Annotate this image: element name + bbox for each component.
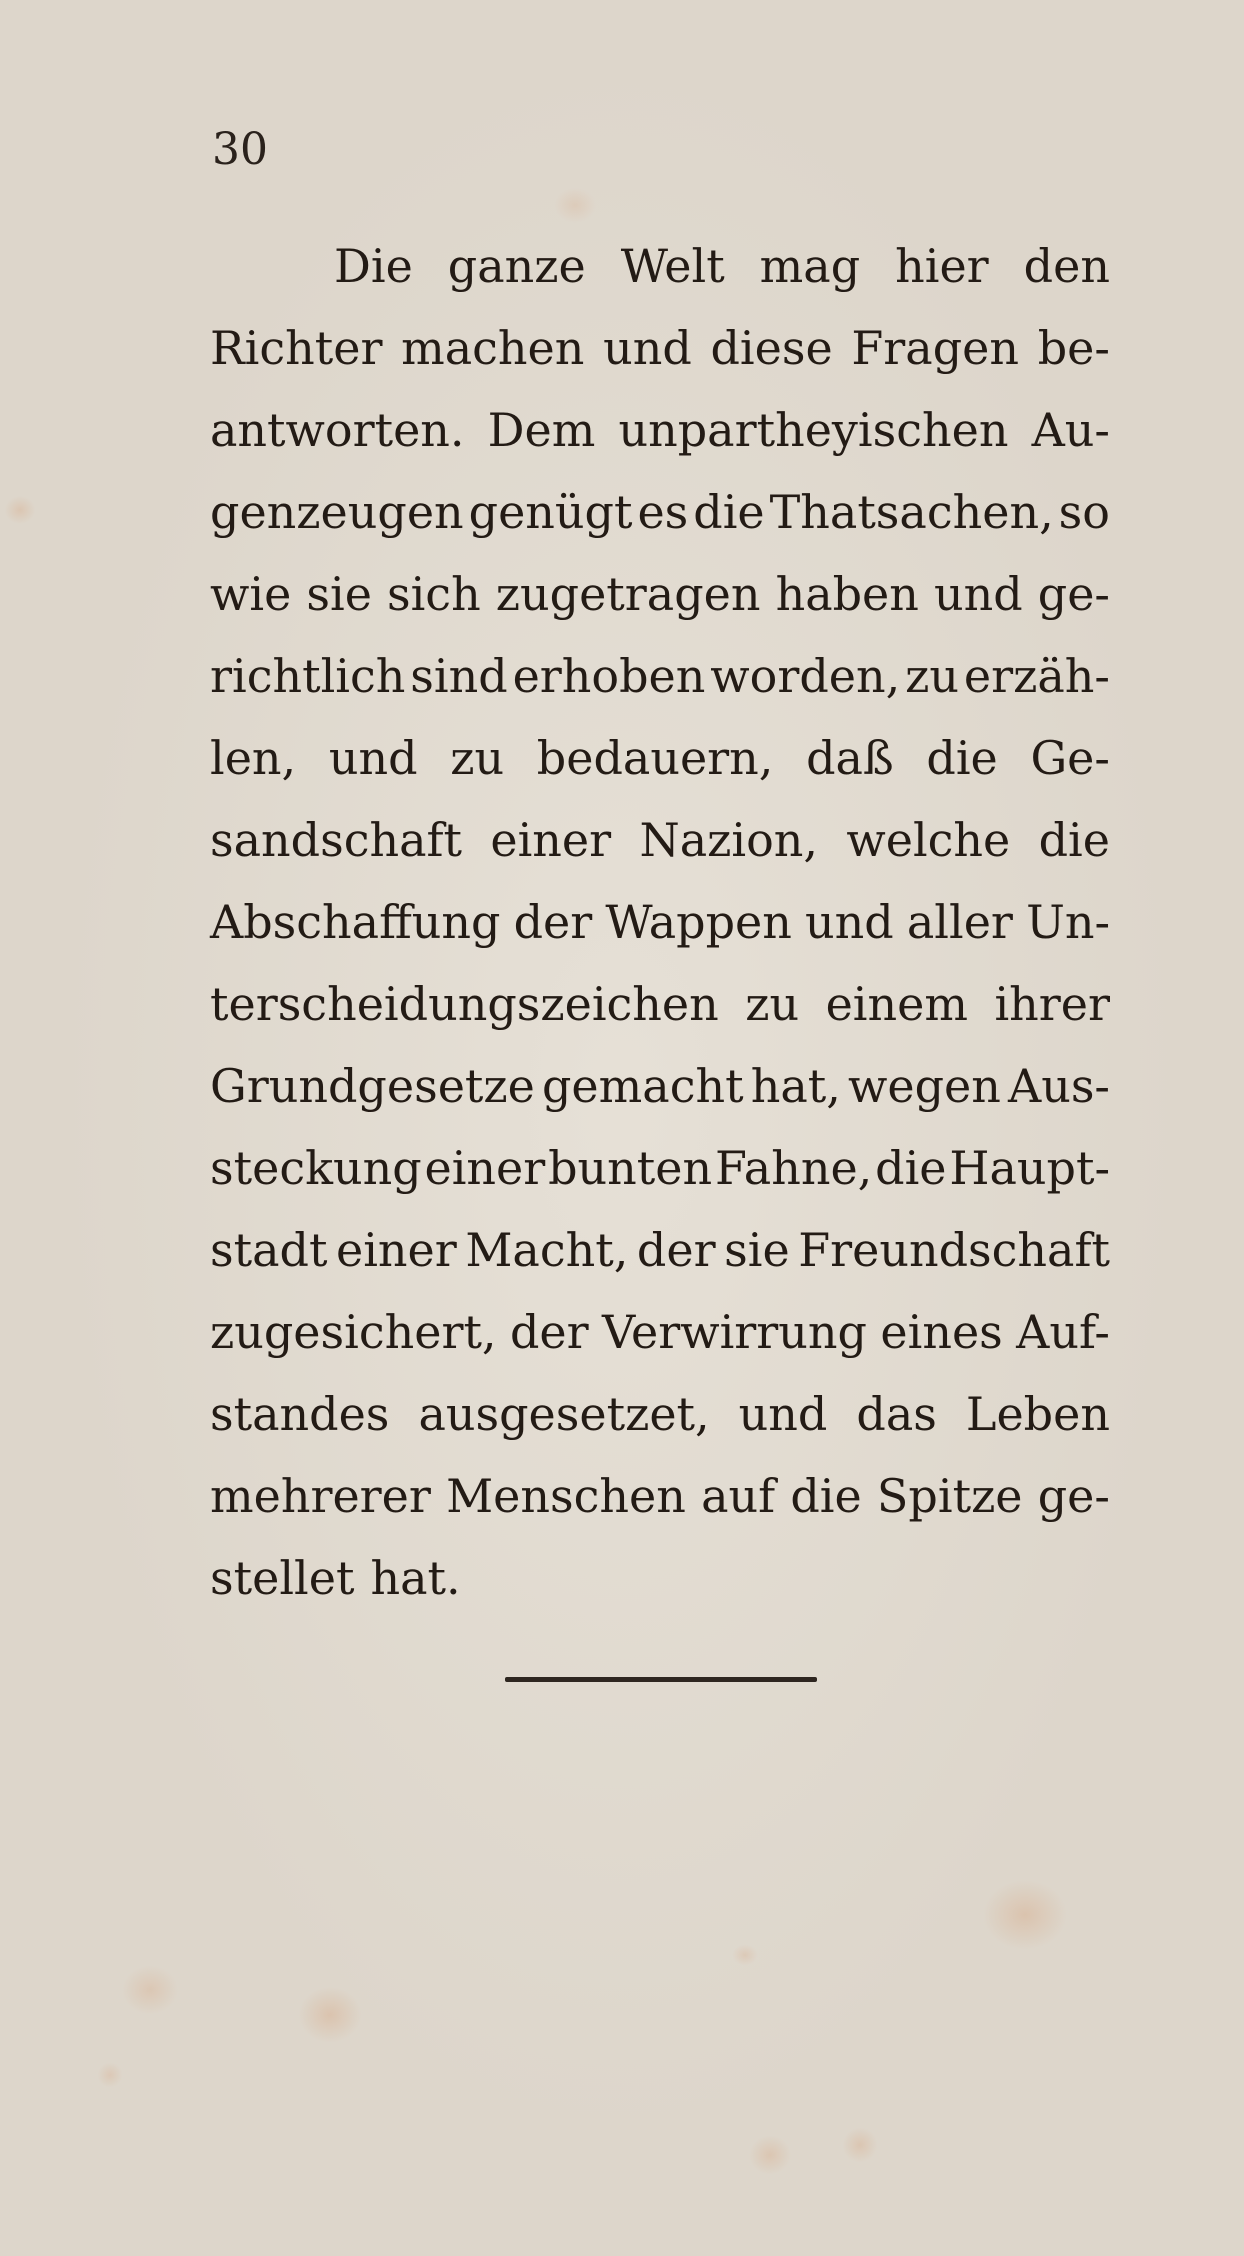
section-end-rule — [505, 1677, 817, 1682]
text-line: sandschaft einer Nazion, welche die — [210, 813, 1110, 867]
text-line: Abschaffung der Wappen und aller Un- — [210, 895, 1110, 949]
text-line: zugesichert, der Verwirrung eines Auf- — [210, 1305, 1110, 1359]
text-line: mehrerer Menschen auf die Spitze ge- — [210, 1469, 1110, 1523]
text-line: antworten. Dem unpartheyischen Au- — [210, 403, 1110, 457]
text-line: Die ganze Welt mag hier den — [334, 239, 1110, 293]
text-line: steckung einer bunten Fahne, die Haupt- — [210, 1141, 1110, 1195]
text-line: len, und zu bedauern, daß die Ge- — [210, 731, 1110, 785]
paragraph — [210, 225, 1110, 1619]
text-line: genzeugen genügt es die Thatsachen, so — [210, 485, 1110, 539]
text-line: terscheidungszeichen zu einem ihrer — [210, 977, 1110, 1031]
text-line: Grundgesetze gemacht hat, wegen Aus- — [210, 1059, 1110, 1113]
text-line: stadt einer Macht, der sie Freundschaft — [210, 1223, 1110, 1277]
text-line: stellet hat. — [210, 1551, 461, 1605]
text-line: wie sie sich zugetragen haben und ge- — [210, 567, 1110, 621]
page-number: 30 — [212, 124, 268, 175]
text-line: Richter machen und diese Fragen be- — [210, 321, 1110, 375]
text-line: standes ausgesetzet, und das Leben — [210, 1387, 1110, 1441]
text-line: richtlich sind erhoben worden, zu erzäh- — [210, 649, 1110, 703]
